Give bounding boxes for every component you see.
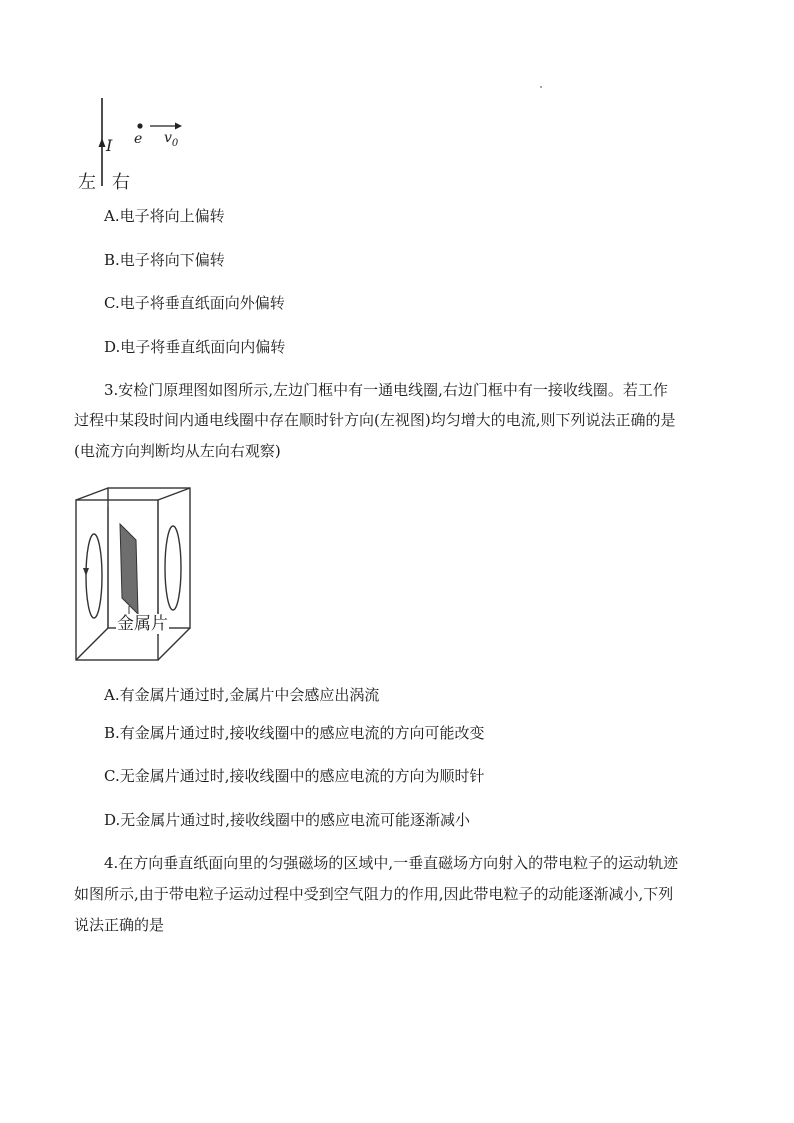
q3-stem-line-1: 3.安检门原理图如图所示,左边门框中有一通电线圈,右边门框中有一接收线圈。若工作 (104, 381, 668, 399)
right-label: 右 (112, 172, 130, 193)
q2-option-b: B.电子将向下偏转 (104, 251, 225, 269)
q4-stem-line-1: 4.在方向垂直纸面向里的匀强磁场的区域中,一垂直磁场方向射入的带电粒子的运动轨迹 (104, 854, 679, 872)
figure-wire-electron (70, 92, 190, 192)
q4-stem-line-3: 说法正确的是 (74, 916, 165, 934)
electron-label: e (134, 131, 143, 147)
q3-stem-line-3: (电流方向判断均从左向右观察) (74, 442, 281, 460)
q3-option-a: A.有金属片通过时,金属片中会感应出涡流 (104, 686, 380, 704)
q2-option-d: D.电子将垂直纸面向内偏转 (104, 338, 286, 356)
left-label: 左 (78, 172, 96, 193)
q3-option-d: D.无金属片通过时,接收线圈中的感应电流可能逐渐减小 (104, 811, 471, 829)
stray-dot (540, 86, 542, 88)
q2-option-a: A.电子将向上偏转 (104, 207, 225, 225)
q3-option-c: C.无金属片通过时,接收线圈中的感应电流的方向为顺时针 (104, 767, 485, 785)
figure-security-gate (72, 486, 194, 664)
security-gate-diagram (72, 486, 194, 664)
q4-stem-line-2: 如图所示,由于带电粒子运动过程中受到空气阻力的作用,因此带电粒子的动能逐渐减小,下列 (74, 885, 674, 903)
metal-plate-label: 金属片 (117, 614, 168, 634)
velocity-label: $v_0$ (164, 130, 179, 149)
q2-option-c: C.电子将垂直纸面向外偏转 (104, 294, 285, 312)
q3-stem-line-2: 过程中某段时间内通电线圈中存在顺时针方向(左视图)均匀增大的电流,则下列说法正确的是 (74, 411, 676, 429)
current-label: I (106, 136, 113, 155)
q3-option-b: B.有金属片通过时,接收线圈中的感应电流的方向可能改变 (104, 724, 485, 742)
